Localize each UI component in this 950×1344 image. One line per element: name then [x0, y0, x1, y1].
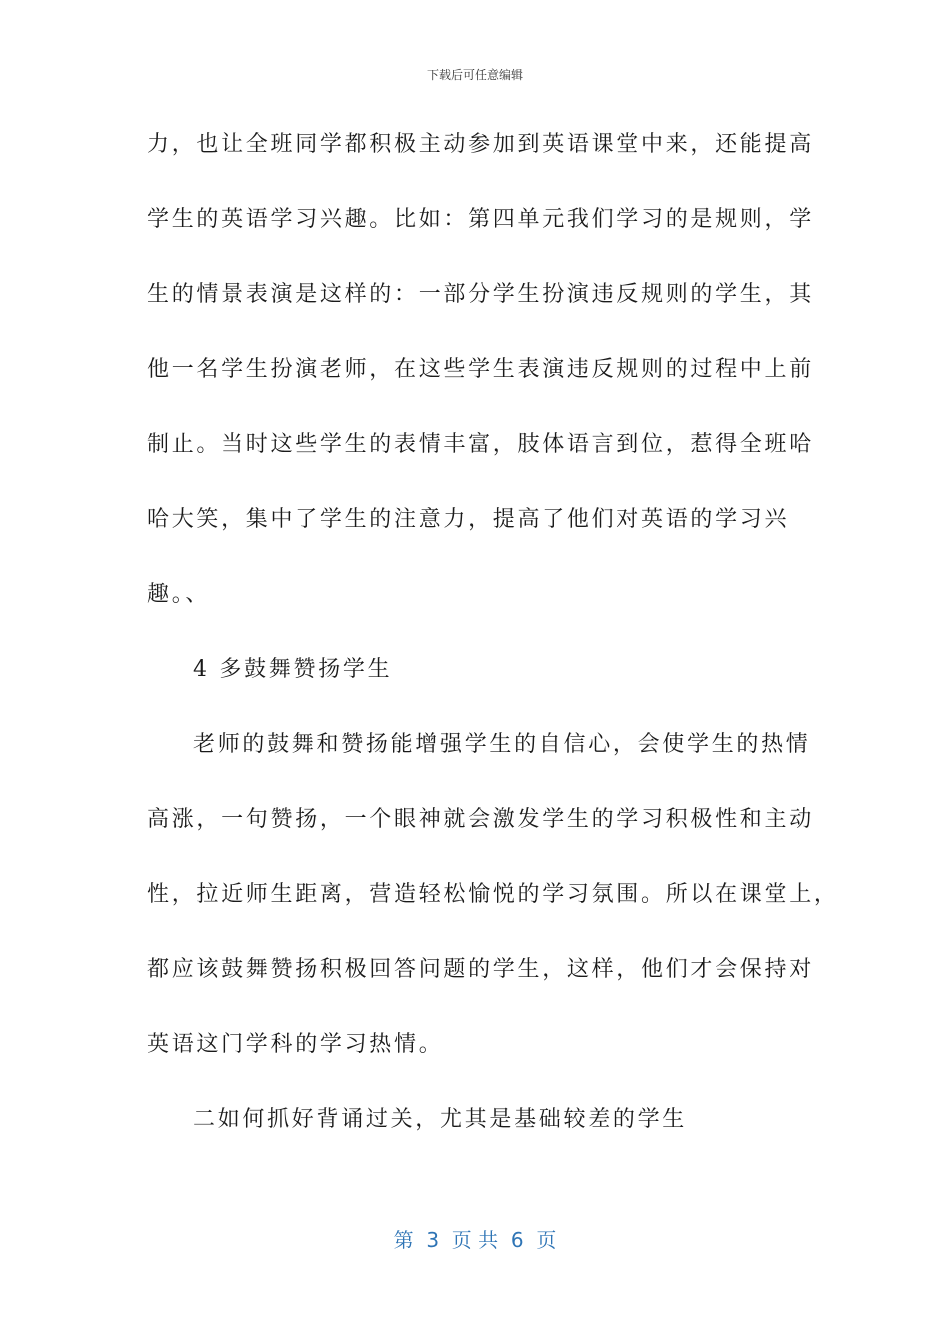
paragraph-line: 老师的鼓舞和赞扬能增强学生的自信心，会使学生的热情: [193, 732, 811, 757]
page-number-footer: 第 3 页 共 6 页: [393, 1228, 557, 1252]
paragraph-line: 生的情景表演是这样的：一部分学生扮演违反规则的学生，其: [147, 282, 814, 307]
paragraph-line: 哈大笑，集中了学生的注意力，提高了他们对英语的学习兴: [147, 507, 790, 532]
page-header: 下载后可任意编辑: [426, 68, 523, 82]
section-heading: 二如何抓好背诵过关，尤其是基础较差的学生: [193, 1107, 688, 1132]
paragraph-line: 制止。当时这些学生的表情丰富，肢体语言到位，惹得全班哈: [147, 432, 814, 457]
section-heading: 4 多鼓舞赞扬学生: [193, 657, 393, 682]
paragraph-line: 性，拉近师生距离，营造轻松愉悦的学习氛围。所以在课堂上，: [147, 882, 839, 907]
paragraph-line: 力，也让全班同学都积极主动参加到英语课堂中来，还能提高: [147, 132, 814, 157]
paragraph-line: 高涨，一句赞扬，一个眼神就会激发学生的学习积极性和主动: [147, 807, 814, 832]
paragraph-line: 英语这门学科的学习热情。: [147, 1032, 444, 1057]
paragraph-line: 趣。、: [147, 582, 211, 607]
paragraph-line: 学生的英语学习兴趣。比如：第四单元我们学习的是规则，学: [147, 207, 814, 232]
paragraph-line: 他一名学生扮演老师，在这些学生表演违反规则的过程中上前: [147, 357, 814, 382]
paragraph-line: 都应该鼓舞赞扬积极回答问题的学生，这样，他们才会保持对: [147, 957, 814, 982]
